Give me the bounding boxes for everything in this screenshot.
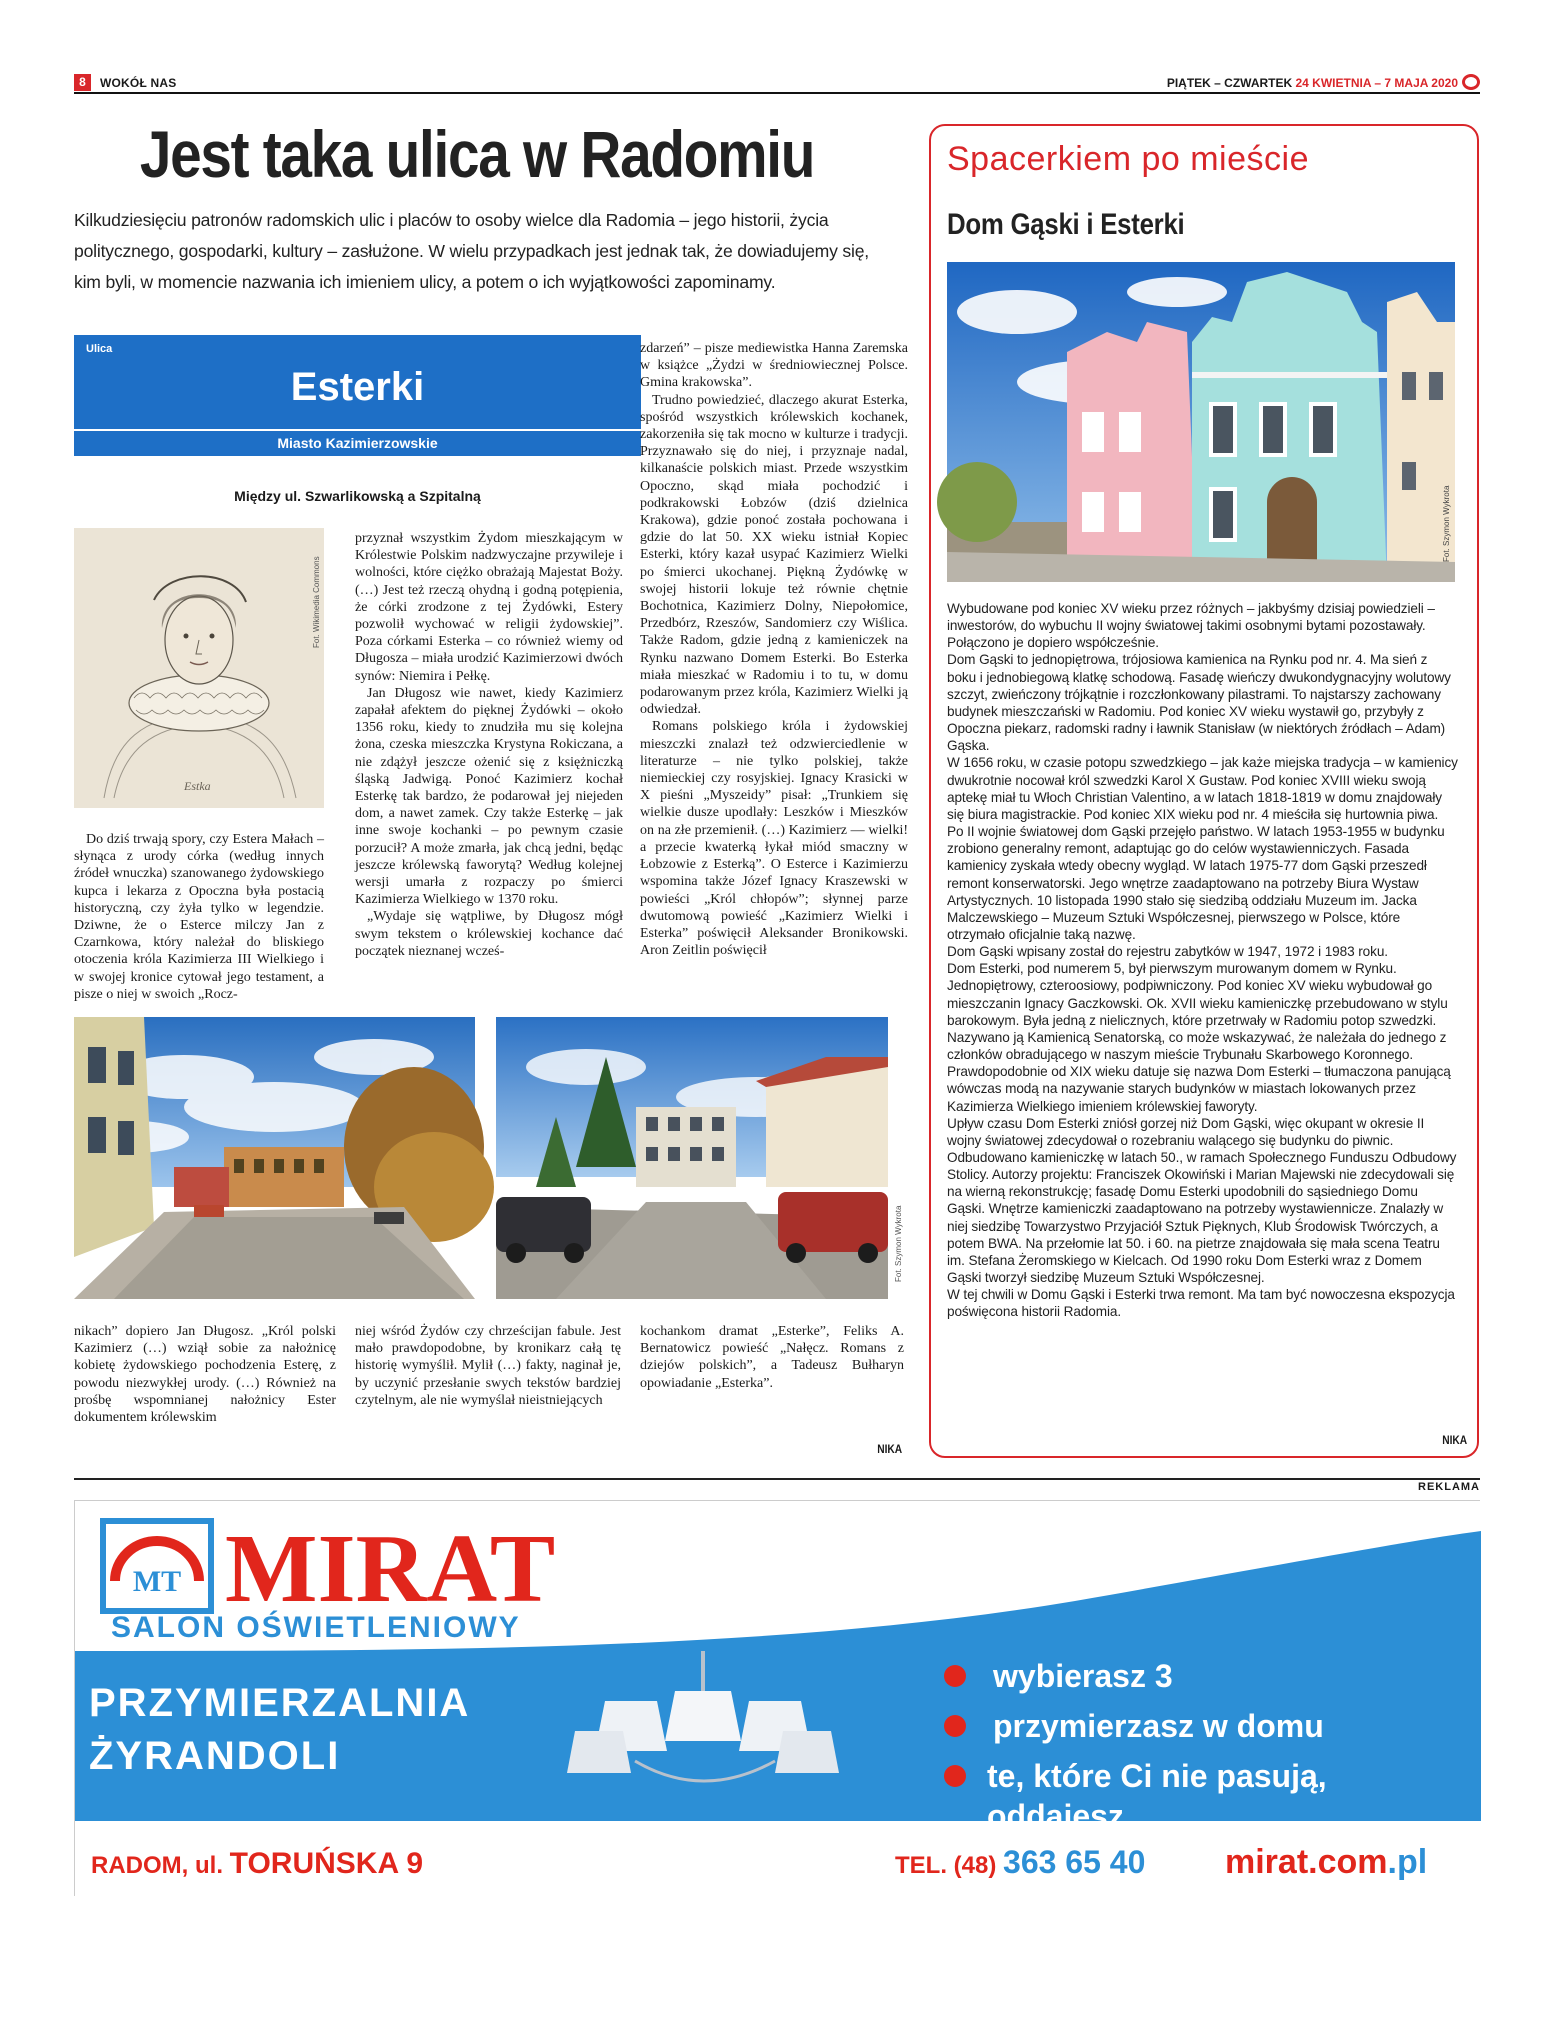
walk-photo-credit: Fot. Szymon Wykrota xyxy=(1442,485,1451,562)
ad-divider xyxy=(74,1478,1480,1480)
street-name: Esterki xyxy=(290,365,425,409)
article-paragraph: Jan Długosz wie nawet, kiedy Kazimierz zapałał afektem do pięknej Żydówki – około 1356 roku, kiedy to znudziła mu się kolejna żona, czeska mieszczka Krystyna Rokiczana, a nie zdążył jeszcze ożenić się z księżniczką śląską Jadwigą. Ponoć Kazimierz kochał Esterkę tak bardzo, że podarował jej niejeden dom, a nawet zamek. Czy także Esterkę – jak inne swoje kochanki – po pewnym czasie porzucił? A może zmarła, jak chcą jedni, będąc jeszcze królewską faworytą? Według kolejnej wersji umarła z rozpaczy po śmierci Kazimierza Wielkiego w 1370 roku. xyxy=(355,685,623,908)
bullet-icon xyxy=(944,1765,966,1787)
walk-paragraph: W 1656 roku, w czasie potopu szwedzkiego – jak każe miejska tradycja – w kamienicy dwukrotnie nocował król szwedzki Karol X Gustaw. Pod koniec XVIII wieku swoją aptekę miał tu Włoch Christian Valentino, a w latach 1818-1819 w domu znajdowały się biura magistrackie. Pod koniec XIX wieku pod nr. 4 mieściła się hurtownia piwa. xyxy=(947,755,1458,822)
walk-paragraph: W tej chwili w Domu Gąski i Esterki trwa remont. Ma tam być nowoczesna ekspozycja poświęcona historii Radomia. xyxy=(947,1287,1455,1320)
portrait-credit: Fot. Wikimedia Commons xyxy=(312,556,321,648)
esterka-portrait xyxy=(74,528,324,808)
article-signature: NIKA xyxy=(877,1442,903,1456)
ad-headline-1: PRZYMIERZALNIA xyxy=(89,1681,471,1725)
street-district: Miasto Kazimierzowskie xyxy=(74,431,641,456)
walk-paragraph: Po II wojnie światowej dom Gąski przejęło państwo. W latach 1953-1955 w budynku zrobiono generalny remont, adaptując go do celów wystawienniczych. Fasada kamienicy zyskała wtedy obecny wygląd. W latach 1975-77 dom Gąski przeszedł remont konserwatorski. Jego wnętrze zaadaptowano na potrzeby Biura Wystaw Artystycznych. 10 listopada 1990 stało się siedzibą oddziału Muzeum im. Jacka Malczewskiego – Muzeum Sztuki Współczesnej, pierwszego w Polsce, które otrzymało oficjalnie taką nazwę. xyxy=(947,824,1445,942)
article-paragraph: kochankom dramat „Esterke”, Feliks A. Bernatowicz powieść „Nałęcz. Romans z dziejów polskich”, a Tadeusz Bułharyn opowiadanie „Esterka”. xyxy=(640,1324,904,1391)
article-paragraph: przyznał wszystkim Żydom mieszkającym w Królestwie Polskim nadzwyczajne przywileje i wolności, które ciężko obrażają Majestat Boży. (…) Jest też rzeczą ohydną i godną potępienia, że córki zrodzone z tej Żydówki, Estery pozwolił wychować w religii żydowskiej”. Poza córkami Esterka – co również wiemy od Długosza – miała urodzić Kazimierzowi dwóch synów: Niemira i Pełkę. xyxy=(355,531,623,684)
photos-credit: Fot. Szymon Wykrota xyxy=(894,1205,903,1282)
brand-tagline: SALON OŚWIETLENIOWY xyxy=(111,1611,521,1644)
phone-prefix: TEL. (48) xyxy=(895,1852,1004,1879)
walk-paragraph: Upływ czasu Dom Esterki zniósł gorzej niż Dom Gąski, więc okupant w okresie II wojny światowej zdecydował o rozebraniu walącego się budynku do piwnic. Odbudowano kamieniczkę w latach 50., w ramach Społecznego Funduszu Odbudowy Stolicy. Autorzy projektu: Franciszek Okowiński i Marian Majewski nie zdecydowali się na wierną rekonstrukcję; fasadę Domu Esterki upodobnili do sąsiedniego Domu Gąski. Wnętrze kamieniczki zaadaptowano na potrzeby wystawiennicze. Znalazły w niej siedzibę Towarzystwo Przyjaciół Sztuk Pięknych, Klub Środowisk Twórczych, a potem BWA. Na przełomie lat 50. i 60. na pietrze znajdowała się mała scena Teatru im. Stefana Żeromskiego w Kielcach. Od 1990 roku Dom Esterki wraz z Domem Gąski tworzył siedzibę Muzeum Sztuki Współczesnej. xyxy=(947,1115,1457,1286)
page-header xyxy=(74,74,1480,94)
mirat-advertisement[interactable] xyxy=(74,1500,1480,1896)
article-lead: Kilkudziesięciu patronów radomskich ulic i placów to osoby wielce dla Radomia – jego historii, życia politycznego, gospodarki, kultury – zasłużone. W wielu przypadkach jest jednak tak, że dowiadujemy się, kim byli, w momencie nazwania ich imieniem ulicy, a potem o ich wyjątkowości zapominamy. xyxy=(74,210,869,292)
walk-paragraph: Wybudowane pod koniec XV wieku przez różnych – jakbyśmy dzisiaj powiedzieli – inwestorów, do wybuchu II wojny światowej takimi osobnymi bytami pozostawały. Połączono je dopiero współcześnie. xyxy=(947,601,1435,651)
article-headline: Jest taka ulica w Radomiu xyxy=(139,117,815,191)
bullet-icon xyxy=(944,1665,966,1687)
walk-title: Dom Gąski i Esterki xyxy=(947,208,1185,241)
article-paragraph: zdarzeń” – pisze mediewistka Hanna Zaremska w książce „Żydzi w średniowiecznej Polsce. Gmina krakowska”. xyxy=(640,341,908,391)
street-sign xyxy=(74,335,641,451)
street-photo-1-drawing xyxy=(74,1017,475,1299)
ad-artwork xyxy=(75,1501,1481,1897)
bullet-3: te, które Ci nie pasują, oddajesz xyxy=(987,1758,1327,1834)
address-street: TORUŃSKA 9 xyxy=(229,1847,424,1880)
walk-body xyxy=(947,600,1459,1321)
bullet-icon xyxy=(944,1715,966,1737)
article-paragraph: nikach” dopiero Jan Długosz. „Król polski Kazimierz (…) wziął sobie za nałożnicę kobietę żydowskiego pochodzenia Esterę, z powodu niezwykłej urody. (…) Również na prośbę wspomnianej nałożnicy Ester dokumentem królewskim xyxy=(74,1324,336,1426)
article-column-1 xyxy=(74,831,324,1003)
page-number: 8 xyxy=(74,74,91,91)
article-column-2-cont xyxy=(355,1323,621,1409)
website-tld: .pl xyxy=(1387,1843,1428,1881)
walk-paragraph: Dom Esterki, pod numerem 5, był pierwszym murowanym domem w Rynku. Jednopiętrowy, czteroosiowy, podpiwniczony. Pod koniec XV wieku wybudował go mieszczanin Ignacy Gaczkowski. Ok. XVII wieku kamieniczkę przebudowano w stylu barokowym. Była jedną z nielicznych, które przetrwały w Radomiu potop szwedzki. Nazywano ją Kamienicą Senatorską, co może wskazywać, że należała do jednego z członków obradującego w naszym mieście Trybunału Skarbowego Koronnego. Prawdopodobnie od XIX wieku datuje się nazwa Dom Esterki – tłumaczona panującą wówczas modą na nazywanie starych budynków w miastach lokowanych przez Kazimierza Wielkiego imieniem królewskiej faworyty. xyxy=(947,961,1451,1114)
address-prefix: RADOM, ul. xyxy=(91,1852,230,1879)
phone-number: 363 65 40 xyxy=(1003,1844,1146,1880)
article-paragraph: Romans polskiego króla i żydowskiej mieszczki znalazł też odzwierciedlenie w literaturze – nie tylko polskiej, także niemieckiej czy rosyjskiej. Ignacy Krasicki w X pieśni „Myszeidy” pisał: „Trunkiem się wielkie dusze upodlały: Leszków i Mieszków on na złe przemienił. (…) Kazimierz — wielki! a przecie kwaterką łykał miód smaczny w Łobzowie z Esterką”. O Esterce i Kazimierzu wspomina także Józef Ignacy Kraszewski w powieści „Król chłopów”; słynnej parze dwutomową powieść „Kazimierz Wielki i Esterka” poświęcił Aleksander Bronikowski. Aron Zeitlin poświęcił xyxy=(640,719,908,959)
article-paragraph: niej wśród Żydów czy chrześcijan fabule. Jest mało prawdopodobne, by kronikarz całą tę historię wymyślił. Mylił (…) fakty, naginał je, by uczynić przesłanie swych tekstów bardziej czytelnym, ale nie wymyślał nieistniejących xyxy=(355,1324,621,1408)
street-photo-1 xyxy=(74,1017,475,1299)
walk-signature: NIKA xyxy=(1442,1433,1468,1447)
svg-text:Estka: Estka xyxy=(184,779,211,793)
street-location: Między ul. Szwarlikowską a Szpitalną xyxy=(234,488,481,504)
walk-paragraph: Dom Gąski to jednopiętrowa, trójosiowa kamienica na Rynku pod nr. 4. Ma sień z boku i jednobiegową klatkę schodową. Fasadę wieńczy dwukondygnacyjny wolutowy szczyt, zwieńczony trójkątnie i rozczłonkowany pilastrami. To najstarszy zachowany budynek mieszczański w Radomiu. Pod koniec XV wieku wystawił go, przybyły z Opoczna piekarz, radomski radny i ławnik Stanisław (w niektórych źródłach – Adam) Gąska. xyxy=(947,652,1451,754)
ad-address xyxy=(91,1846,423,1880)
bullet-2: przymierzasz w domu xyxy=(993,1708,1324,1744)
logo-mark: MT xyxy=(132,1565,182,1598)
portrait-drawing xyxy=(74,528,324,808)
article-paragraph: Do dziś trwają spory, czy Estera Małach – słynąca z urody córka (według innych źródeł wnuczka) szanowanego żydowskiego kupca i lekarza z Opoczna była postacią historyczną, czy żyła tylko w legendzie. Dziwne, że o Esterce milczy Jan z Czarnkowa, który należał do bliskiego otoczenia króla Kazimierza III Wielkiego i w swojej kronice cytował jego testament, a pisze o niej w swoich „Rocz- xyxy=(74,832,324,1002)
issue-date-range: 24 KWIETNIA – 7 MAJA 2020 xyxy=(1295,76,1458,90)
article-column-3-cont xyxy=(640,1323,904,1392)
ad-website[interactable] xyxy=(1225,1843,1427,1881)
article-column-1-cont xyxy=(74,1323,336,1426)
brand-name: MIRAT xyxy=(225,1515,556,1623)
street-photo-2-drawing xyxy=(496,1017,888,1299)
website-main: mirat.com xyxy=(1225,1843,1388,1881)
bullet-1: wybierasz 3 xyxy=(993,1658,1173,1694)
article-column-3 xyxy=(640,340,908,959)
article-column-2 xyxy=(355,530,623,960)
ad-headline-2: ŻYRANDOLI xyxy=(89,1734,341,1778)
newspaper-logo-icon xyxy=(1462,74,1480,90)
walk-paragraph: Dom Gąski wpisany został do rejestru zabytków w 1947, 1972 i 1983 roku. xyxy=(947,944,1388,960)
walk-kicker: Spacerkiem po mieście xyxy=(947,140,1309,178)
article-paragraph: „Wydaje się wątpliwe, by Długosz mógł swym tekstem o królewskiej kochance dać początek nieznanej wcześ- xyxy=(355,909,623,959)
issue-date-days: PIĄTEK – CZWARTEK xyxy=(1166,76,1296,90)
street-photo-2 xyxy=(496,1017,903,1299)
street-kicker: Ulica xyxy=(86,343,113,355)
houses-photo xyxy=(947,262,1455,582)
article-paragraph: Trudno powiedzieć, dlaczego akurat Esterka, spośród wszystkich królewskich kochanek, zakorzeniła się tak mocno w kulturze i tradycji. Przyznawało się do niej, i przyznaje nadal, kilkanaście polskich miast. Przede wszystkim Opoczno, skąd miała pochodzić i podkrakowski Łobzów (dziś dzielnica Krakowa), gdzie ponoć została pochowana i gdzie do lat 50. XX wieku istniał Kopiec Esterki, który kazał usypać Kazimierz Wielki po śmierci ukochanej. Piękną Żydówkę w swojej historii lokuje też równie chętnie Bochotnica, Kazimierz Dolny, Niepołomice, Przedbórz, Rzeszów, Sandomierz czy Wiślica. Także Radom, gdzie jedną z kamieniczek na Rynku nazwano Domem Esterki. Bo Esterka miała mieszkać w Radomiu i to tu, w domu podarowanym przez króla, Kazimierz Wielki ją odwiedzał. xyxy=(640,392,908,718)
houses-photo-drawing xyxy=(947,262,1455,582)
section-name: WOKÓŁ NAS xyxy=(100,76,177,90)
ad-label: REKLAMA xyxy=(1418,1481,1480,1493)
issue-date xyxy=(1167,76,1458,90)
